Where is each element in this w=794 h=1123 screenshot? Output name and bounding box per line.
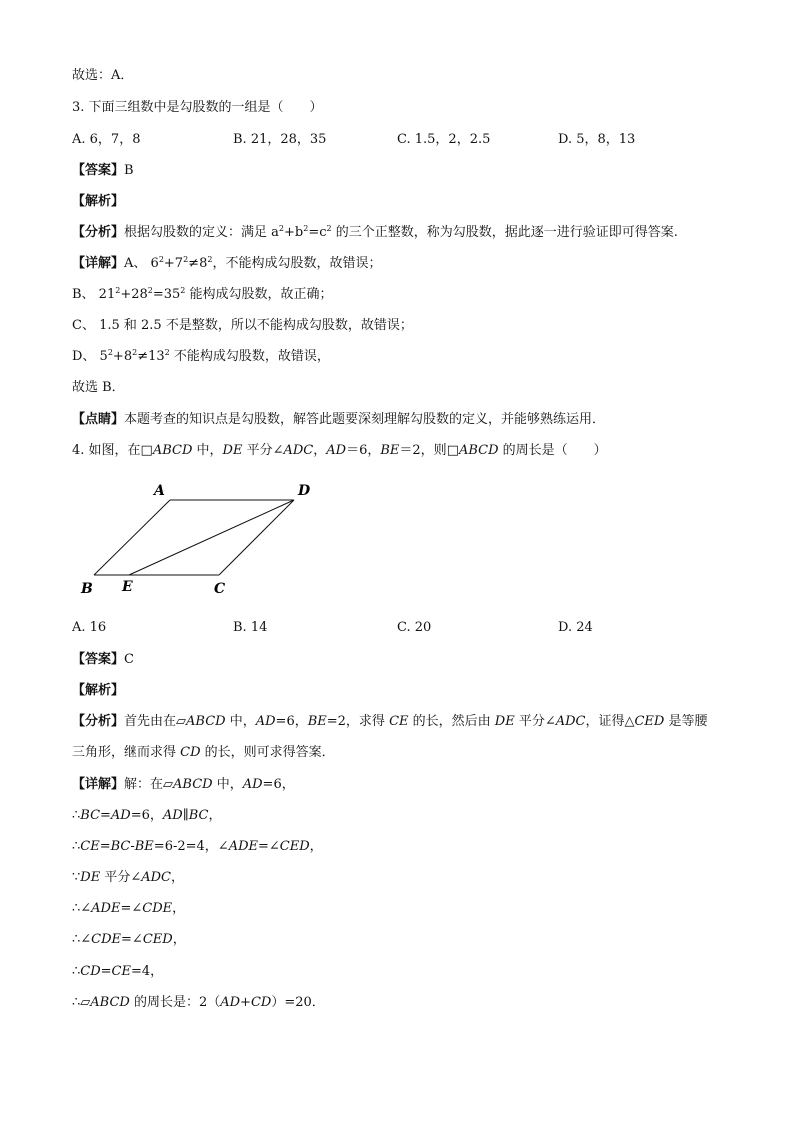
text-run: 中，	[225, 714, 256, 729]
text-run: ，	[208, 808, 222, 823]
text-run: =6，	[262, 777, 295, 792]
text-run: 的长，则可求得答案．	[200, 745, 335, 760]
text-run: 能构成勾股数，故正确；	[185, 287, 333, 302]
q4-analysis-tag: 【解析】	[72, 683, 125, 698]
text-run: ，	[171, 870, 185, 885]
text-run: 的三个正整数，称为勾股数，据此逐一进行验证即可得答案.	[331, 225, 678, 240]
text-run: 三角形，继而求得	[72, 745, 181, 760]
text-run: 是等腰	[664, 714, 708, 729]
text-run: =35	[152, 287, 181, 302]
q3-conclusion: 故选 B．	[72, 380, 125, 395]
text-run: 本题考查的知识点是勾股数，解答此题要深刻理解勾股数的定义，并能够熟练运用．	[124, 412, 606, 427]
text-run: =2，求得	[326, 714, 390, 729]
q4-option-d: D. 24	[558, 620, 593, 635]
parallelogram-figure	[72, 478, 332, 602]
math-run: BC=AD	[80, 808, 131, 823]
text-run: ，	[309, 839, 323, 854]
text-run: ∴	[72, 808, 81, 823]
text-run: ∴	[72, 839, 81, 854]
math-run: BE	[307, 714, 327, 729]
text-run: ∵	[72, 870, 81, 885]
superscript: 2	[107, 348, 113, 357]
text-run: 的周长是（ ）	[498, 443, 607, 458]
superscript: 2	[278, 224, 284, 233]
q3-fenxi	[72, 225, 678, 241]
text-run: 平分	[514, 714, 545, 729]
q3-stem: 3. 下面三组数中是勾股数的一组是（ ）	[72, 100, 323, 115]
math-run: AD	[255, 714, 276, 729]
detail-tag: 【详解】	[72, 777, 125, 792]
q3-detail-4	[72, 349, 330, 365]
q3-dianjing	[72, 412, 605, 428]
q3-detail-1	[72, 256, 381, 272]
q3-option-c: C. 1.5，2，2.5	[397, 132, 491, 147]
answer-tag: 【答案】	[72, 163, 125, 178]
superscript: 2	[132, 348, 138, 357]
label-d: D	[298, 483, 311, 499]
q3-option-a: A. 6，7，8	[72, 132, 141, 147]
superscript: 2	[183, 255, 189, 264]
text-run: 平分	[100, 870, 131, 885]
text-run: +7	[163, 256, 184, 271]
q4-detail-4	[72, 901, 185, 917]
dianjing-tag: 【点睛】	[72, 412, 125, 427]
text-run: 中，	[212, 777, 243, 792]
superscript: 2	[147, 286, 153, 295]
math-run: ∠ADC	[130, 870, 171, 885]
text-run: 的周长是：2（	[129, 995, 221, 1010]
label-c: C	[214, 581, 226, 597]
superscript: 2	[115, 286, 121, 295]
superscript: 2	[180, 286, 186, 295]
label-a: A	[154, 483, 165, 499]
text-run: 中，	[192, 443, 223, 458]
text-run: ）=20．	[271, 995, 325, 1010]
q4-option-a: A. 16	[72, 620, 107, 635]
text-run: 首先由在	[124, 714, 177, 729]
superscript: 2	[158, 255, 164, 264]
text-run: ∴	[72, 964, 81, 979]
q3-detail-2	[72, 287, 333, 303]
text-run: 解：在	[124, 777, 164, 792]
math-run: DE	[80, 870, 101, 885]
text-run: +28	[120, 287, 148, 302]
math-run: ▱ABCD	[163, 777, 213, 792]
label-e: E	[122, 579, 133, 595]
fenxi-tag: 【分析】	[72, 714, 125, 729]
text-run: B、 21	[72, 287, 116, 302]
math-run: AD∥BC	[162, 808, 209, 823]
superscript: 2	[303, 224, 309, 233]
math-run: ∠ADE=∠CED	[217, 839, 310, 854]
q3-answer	[72, 163, 134, 179]
q2-conclusion: 故选：A．	[72, 68, 134, 83]
q3-detail-3: C、 1.5 和 2.5 不是整数，所以不能构成勾股数，故错误；	[72, 318, 413, 333]
q4-detail-6	[72, 964, 163, 980]
text-run: 不能构成勾股数，故错误，	[169, 349, 330, 364]
text-run: +b	[284, 225, 304, 240]
q4-option-b: B. 14	[233, 620, 268, 635]
math-run: AD	[242, 777, 263, 792]
q4-fenxi-1	[72, 714, 707, 730]
math-run: ▱ABCD	[80, 995, 130, 1010]
math-run: CE	[389, 714, 409, 729]
q4-fenxi-2	[72, 745, 335, 761]
superscript: 2	[164, 348, 170, 357]
text-run: A、 6	[124, 256, 159, 271]
q4-option-c: C. 20	[397, 620, 432, 635]
text-run: ，	[313, 443, 327, 458]
math-run: ▱ABCD	[176, 714, 226, 729]
detail-tag: 【详解】	[72, 256, 125, 271]
answer-value: B	[124, 163, 134, 178]
text-run: =c	[308, 225, 327, 240]
text-run: D、 5	[72, 349, 108, 364]
q3-option-b: B. 21，28，35	[233, 132, 327, 147]
text-run: 的长，然后由	[408, 714, 495, 729]
parallelogram-diagram	[72, 478, 332, 602]
superscript: 2	[207, 255, 213, 264]
text-run: ∴	[72, 901, 81, 916]
text-run: 平分	[242, 443, 273, 458]
text-run: =6，	[130, 808, 163, 823]
text-run: 根据勾股数的定义：满足 a	[124, 225, 279, 240]
text-run: +8	[112, 349, 133, 364]
text-run: =6，	[275, 714, 308, 729]
math-run: DE	[222, 443, 243, 458]
text-run: ≠13	[137, 349, 165, 364]
math-run: CD=CE	[80, 964, 131, 979]
text-run: ＝6，	[346, 443, 381, 458]
text-run: ，不能构成勾股数，故错误；	[212, 256, 382, 271]
math-run: AD	[326, 443, 347, 458]
text-run: ，	[172, 932, 186, 947]
text-run: 4. 如图，在	[72, 443, 141, 458]
text-run: =4，	[130, 964, 164, 979]
q4-detail-2	[72, 839, 323, 855]
side-cd	[219, 500, 294, 575]
q4-detail-3	[72, 870, 184, 886]
math-run: □ABCD	[446, 443, 499, 458]
math-run: ∠ADC	[272, 443, 314, 458]
math-run: ∠CDE=∠CED	[80, 932, 173, 947]
math-run: CED	[634, 714, 665, 729]
q4-detail-7	[72, 995, 325, 1011]
math-run: ∠ADC	[544, 714, 586, 729]
text-run: ，证得△	[585, 714, 635, 729]
math-run: DE	[494, 714, 515, 729]
q4-detail-1	[72, 808, 221, 824]
answer-value: C	[124, 652, 134, 667]
label-b: B	[81, 581, 93, 597]
q4-stem	[72, 443, 607, 459]
text-run: ＝2，则	[399, 443, 447, 458]
superscript: 2	[326, 224, 332, 233]
text-run: ，	[172, 901, 186, 916]
math-run: CE=BC-BE	[80, 839, 154, 854]
text-run: ≠8	[188, 256, 208, 271]
text-run: ∴	[72, 932, 81, 947]
q4-answer	[72, 652, 134, 668]
math-run: □ABCD	[140, 443, 193, 458]
q3-option-d: D. 5，8，13	[558, 132, 636, 147]
fenxi-tag: 【分析】	[72, 225, 125, 240]
math-run: AD+CD	[220, 995, 272, 1010]
q4-detail-5	[72, 932, 186, 948]
math-run: BE	[380, 443, 400, 458]
q3-analysis-tag: 【解析】	[72, 194, 125, 209]
text-run: ∴	[72, 995, 81, 1010]
side-ab	[94, 500, 170, 575]
segment-de	[129, 500, 294, 575]
math-run: CD	[180, 745, 201, 760]
math-run: ∠ADE=∠CDE	[80, 901, 173, 916]
text-run: =6-2=4，	[153, 839, 218, 854]
answer-tag: 【答案】	[72, 652, 125, 667]
q4-detail-0	[72, 777, 295, 793]
